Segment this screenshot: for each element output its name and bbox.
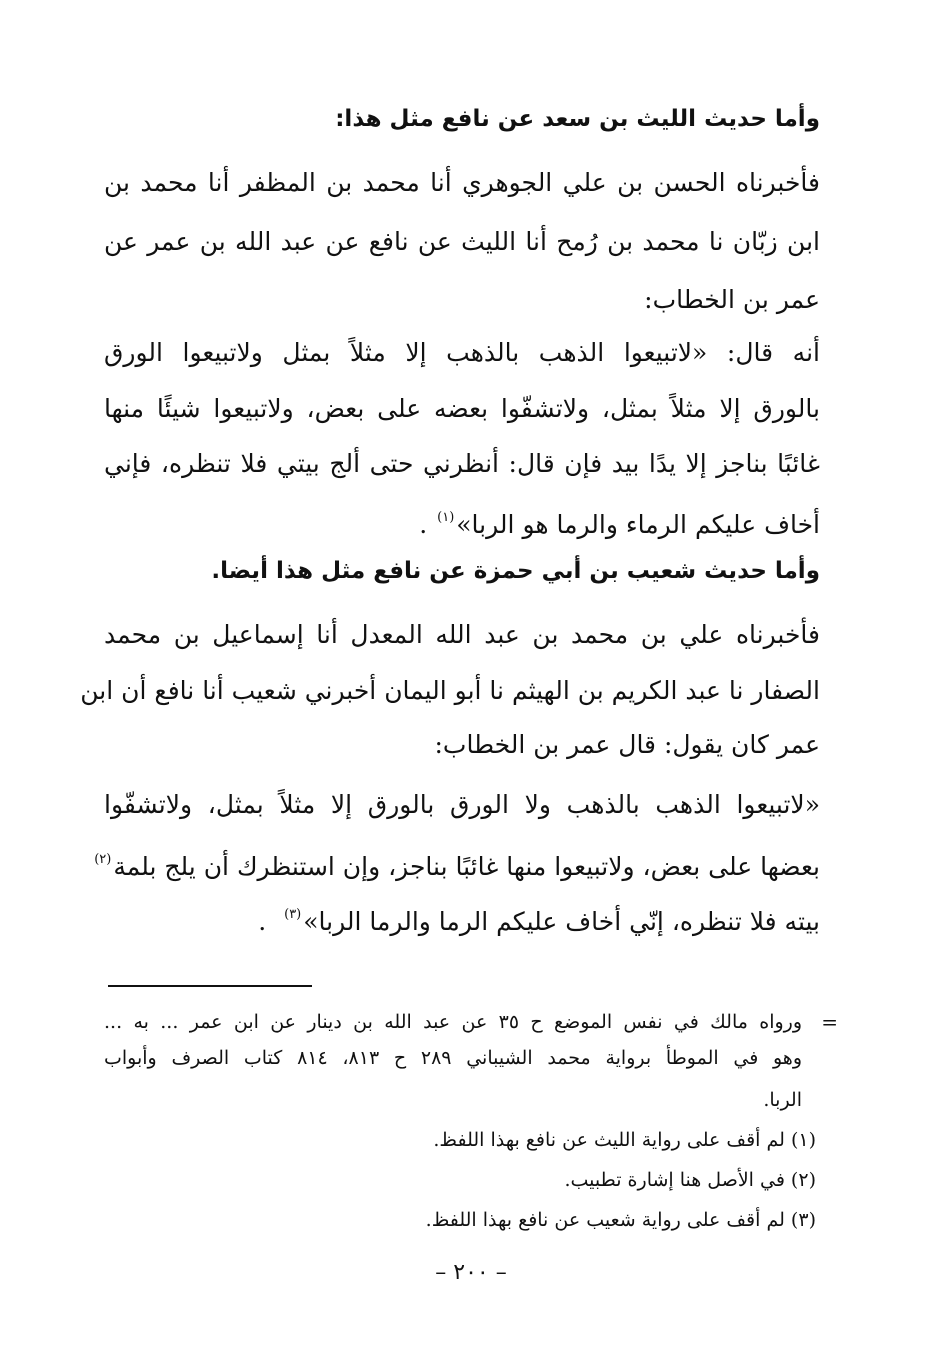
text-line: بيته فلا تنظره، إنّي أخاف عليكم الرما والرما الربا»$^{(٣)}$ . (258, 907, 820, 936)
footnote-ref: (١) (437, 510, 455, 525)
section-heading: وأما حديث الليث بن سعد عن نافع مثل هذا: (335, 106, 820, 132)
text-line-content: بعضها على بعض، ولاتبيعوا منها غائبًا بناجز، وإن استنظرك أن يلج بلمة (113, 852, 820, 881)
text-line: أخاف عليكم الرماء والرما هو الربا»$^{(١)}$ . (419, 510, 820, 539)
footnote-line: الربا. (763, 1089, 802, 1111)
text-line: بالورق إلا مثلاً بمثل، ولاتشفّوا بعضه على بعض، ولاتبيعوا شيئًا منها (104, 394, 820, 423)
text-line: عمر كان يقول: قال عمر بن الخطاب: (434, 730, 820, 759)
footnote-3: (٣) لم أقف على رواية شعيب عن نافع بهذا اللفظ. (425, 1209, 816, 1231)
text-line: ابن زبّان نا محمد بن رُمح أنا الليث عن نافع عن عبد الله بن عمر عن (104, 227, 820, 256)
footnote-line: ورواه مالك في نفس الموضع ح ٣٥ عن عبد الله بن دينار عن ابن عمر ... به ... (104, 1011, 803, 1033)
text-line: فأخبرناه علي بن محمد بن عبد الله المعدل أنا إسماعيل بن محمد (104, 620, 820, 649)
text-line: عمر بن الخطاب: (644, 285, 820, 314)
footnote-ref: (٢) (94, 852, 112, 867)
footnote-2: (٢) في الأصل هنا إشارة تطبيب. (564, 1169, 816, 1191)
text-line: الصفار نا عبد الكريم بن الهيثم نا أبو اليمان أخبرني شعيب أنا نافع أن ابن (80, 676, 820, 705)
text-line: فأخبرناه الحسن بن علي الجوهري أنا محمد بن المظفر أنا محمد بن (104, 168, 820, 197)
text-line (94, 845, 820, 882)
continuation-mark: = (821, 1010, 838, 1034)
footnote-line: وهو في الموطأ برواية محمد الشيباني ٢٨٩ ح ٨١٣، ٨١٤ كتاب الصرف وأبواب (104, 1047, 803, 1069)
footnote-ref: (٣) (284, 907, 302, 922)
page-number: – ٢٠٠ – (435, 1260, 507, 1285)
footnote-separator (108, 985, 312, 987)
text-line: «لاتبيعوا الذهب بالذهب ولا الورق بالورق إلا مثلاً بمثل، ولاتشفّوا (104, 790, 820, 819)
text-line: أنه قال: «لاتبيعوا الذهب بالذهب إلا مثلاً بمثل ولاتبيعوا الورق (104, 338, 820, 367)
text-line-content: أخاف عليكم الرماء والرما هو الربا» (456, 510, 820, 539)
footnote-1: (١) لم أقف على رواية الليث عن نافع بهذا اللفظ. (433, 1129, 816, 1151)
text-line-content: بيته فلا تنظره، إنّي أخاف عليكم الرما والرما الربا» (303, 907, 820, 936)
text-line: غائبًا بناجز إلا يدًا بيد فإن قال: أنظرني حتى ألج بيتي فلا تنظره، فإني (104, 449, 820, 478)
section-heading: وأما حديث شعيب بن أبي حمزة عن نافع مثل هذا أيضا. (211, 558, 820, 584)
